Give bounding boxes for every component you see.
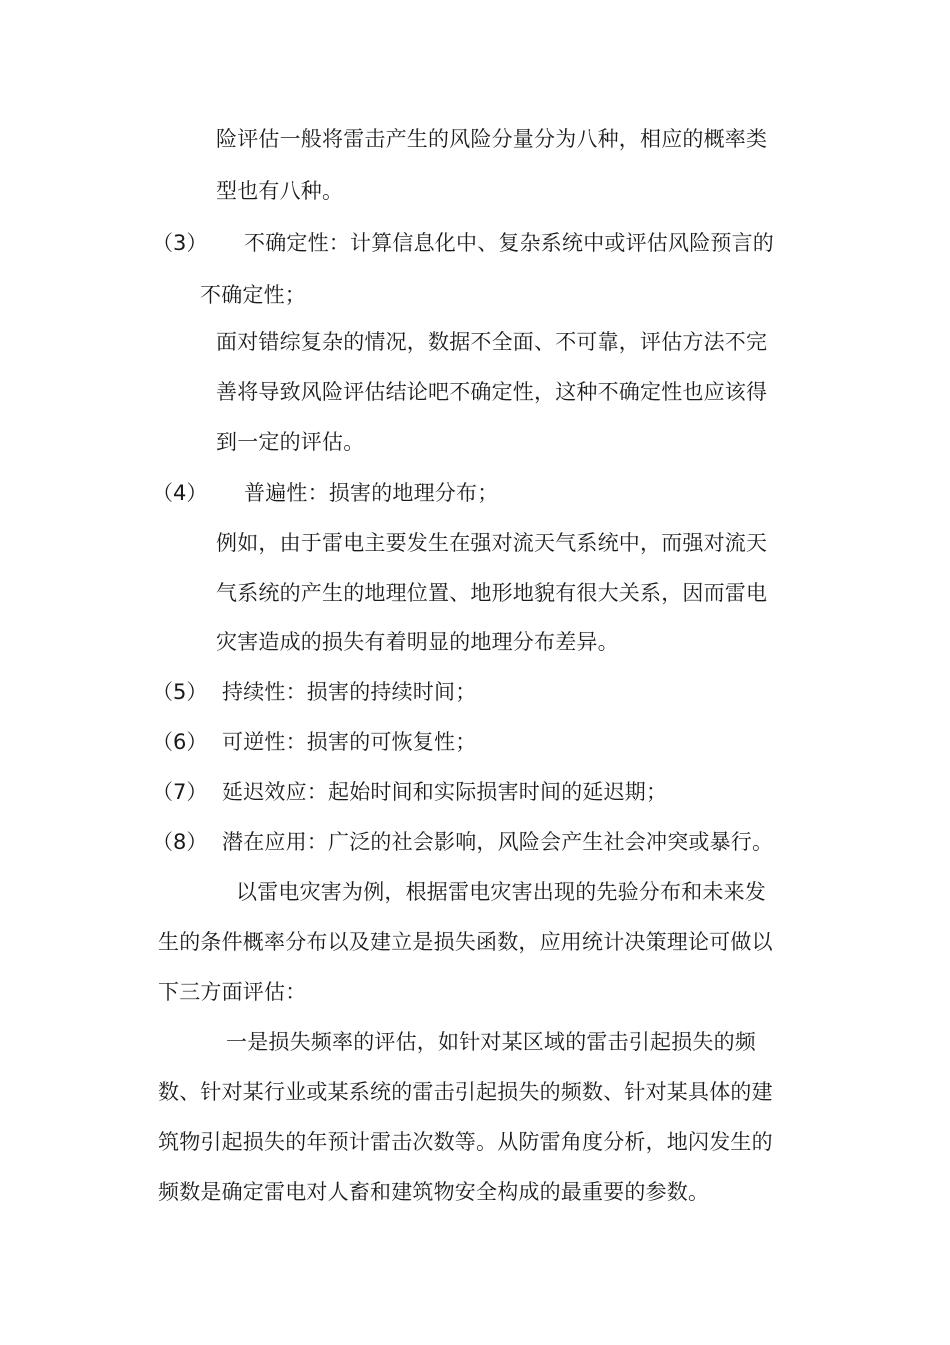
item-number: （3） — [152, 231, 208, 255]
item-number: （4） — [152, 481, 208, 505]
paragraph-line: 到一定的评估。 — [216, 430, 365, 454]
paragraph-line: 灾害造成的损失有着明显的地理分布差异。 — [216, 630, 619, 654]
paragraph-line: 生的条件概率分布以及建立是损失函数，应用统计决策理论可做以 — [158, 930, 773, 954]
item-heading: 延迟效应：起始时间和实际损害时间的延迟期； — [222, 780, 668, 804]
paragraph-line: 不确定性； — [200, 283, 306, 307]
item-number: （5） — [152, 680, 208, 704]
item-number: （8） — [152, 830, 208, 854]
paragraph-line: 型也有八种。 — [216, 179, 344, 203]
paragraph-line: 例如，由于雷电主要发生在强对流天气系统中，而强对流天 — [216, 531, 768, 555]
paragraph-line: 一是损失频率的评估，如针对某区域的雷击引起损失的频 — [226, 1030, 756, 1054]
item-heading: 普遍性：损害的地理分布； — [244, 481, 499, 505]
item-heading: 潜在应用：广泛的社会影响，风险会产生社会冲突或暴行。 — [222, 830, 774, 854]
item-number: （7） — [152, 780, 208, 804]
paragraph-line: 善将导致风险评估结论吧不确定性，这种不确定性也应该得 — [216, 380, 768, 404]
paragraph-line: 面对错综复杂的情况，数据不全面、不可靠，评估方法不完 — [216, 330, 768, 354]
paragraph-line: 筑物引起损失的年预计雷击次数等。从防雷角度分析，地闪发生的 — [158, 1130, 773, 1154]
item-heading: 不确定性：计算信息化中、复杂系统中或评估风险预言的 — [244, 231, 774, 255]
item-heading: 可逆性：损害的可恢复性； — [222, 730, 477, 754]
item-number: （6） — [152, 730, 208, 754]
paragraph-line: 以雷电灾害为例，根据雷电灾害出现的先验分布和未来发 — [236, 880, 766, 904]
paragraph-line: 数、针对某行业或某系统的雷击引起损失的频数、针对某具体的建 — [158, 1080, 773, 1104]
paragraph-line: 下三方面评估： — [158, 980, 307, 1004]
paragraph-line: 险评估一般将雷击产生的风险分量分为八种，相应的概率类 — [216, 127, 768, 151]
paragraph-line: 气系统的产生的地理位置、地形地貌有很大关系，因而雷电 — [216, 581, 768, 605]
item-heading: 持续性：损害的持续时间； — [222, 680, 477, 704]
paragraph-line: 频数是确定雷电对人畜和建筑物安全构成的最重要的参数。 — [158, 1180, 710, 1204]
